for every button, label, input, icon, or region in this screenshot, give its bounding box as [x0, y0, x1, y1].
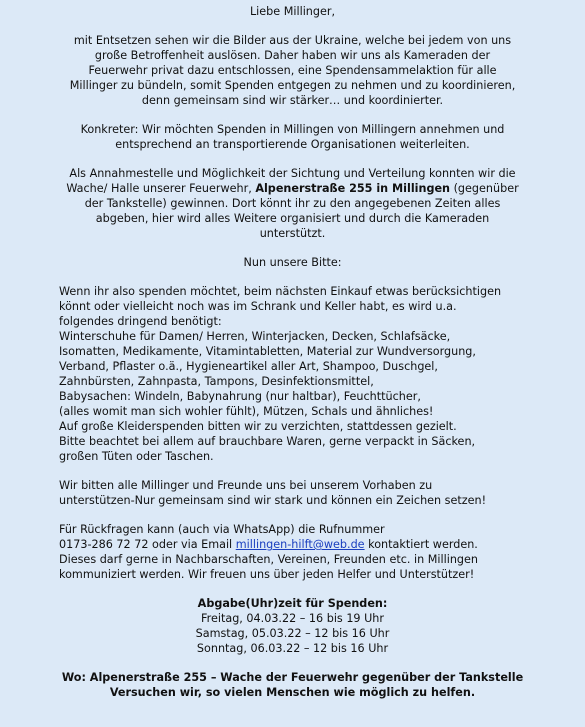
- annahme-text: (gegenüber: [450, 182, 519, 195]
- bitte-line: Zahnbürsten, Zahnpasta, Tampons, Desinfektionsmittel,: [59, 375, 374, 388]
- bitte-line: Bitte beachtet bei allem auf brauchbare Waren, gerne verpackt in Säcken,: [59, 435, 476, 448]
- contact-line: kommuniziert werden. Wir freuen uns über jeden Helfer und Unterstützer!: [59, 568, 475, 581]
- intro-line: große Betroffenheit auslösen. Daher haben wir uns als Kameraden der: [94, 49, 491, 62]
- bitte-line: könnt oder vielleicht noch was im Schrank und Keller habt, es wird u.a.: [59, 300, 457, 313]
- contact-line: [59, 537, 571, 552]
- contact-paragraph: [0, 522, 585, 582]
- intro-line: Millinger zu bündeln, somit Spenden entgegen zu nehmen und zu koordinieren,: [69, 79, 516, 92]
- bitte-line: Babysachen: Windeln, Babynahrung (nur haltbar), Feuchttücher,: [59, 390, 421, 403]
- intro-line: mit Entsetzen sehen wir die Bilder aus der Ukraine, welche bei jedem von uns: [73, 34, 512, 47]
- annahme-paragraph: [0, 166, 585, 241]
- annahme-line: Als Annahmestelle und Möglichkeit der Sichtung und Verteilung konnten wir die: [69, 167, 516, 180]
- konkret-line: entsprechend an transportierende Organisationen weiterleiten.: [115, 138, 470, 151]
- bitte-paragraph: [0, 284, 585, 464]
- konkret-paragraph: [0, 122, 585, 152]
- schedule-heading: Abgabe(Uhr)zeit für Spenden:: [197, 597, 388, 610]
- contact-text: 0173-286 72 72 oder via Email: [59, 538, 236, 551]
- annahme-line: abgeben, hier wird alles Weitere organisiert und durch die Kameraden: [95, 212, 490, 225]
- bitte-line: großen Tüten oder Taschen.: [59, 450, 214, 463]
- contact-line: Für Rückfragen kann (auch via WhatsApp) die Rufnummer: [59, 523, 385, 536]
- footer-line: Versuchen wir, so vielen Menschen wie möglich zu helfen.: [109, 686, 476, 699]
- bitte-line: Verband, Pflaster o.ä., Hygieneartikel aller Art, Shampoo, Duschgel,: [59, 360, 438, 373]
- intro-line: Feuerwehr privat dazu entschlossen, eine Spendensammelaktion für alle: [88, 64, 497, 77]
- schedule-day: Sonntag, 06.03.22 – 12 bis 16 Uhr: [196, 642, 389, 655]
- document: [0, 4, 585, 700]
- bitte-line: Winterschuhe für Damen/ Herren, Winterjacken, Decken, Schlafsäcke,: [59, 330, 451, 343]
- annahme-line: unterstützt.: [259, 227, 326, 240]
- email-link[interactable]: millingen-hilft@web.de: [235, 538, 365, 551]
- intro-paragraph: [0, 33, 585, 108]
- konkret-line: Konkreter: Wir möchten Spenden in Millingen von Millingern annehmen und: [80, 123, 505, 136]
- bitte-line: folgendes dringend benötigt:: [59, 315, 222, 328]
- schedule-day: Freitag, 04.03.22 – 16 bis 19 Uhr: [200, 612, 384, 625]
- bitte-line: Auf große Kleiderspenden bitten wir zu verzichten, stattdessen gezielt.: [59, 420, 457, 433]
- bitte-line: Isomatten, Medikamente, Vitamintabletten, Material zur Wundversorgung,: [59, 345, 476, 358]
- appeal-line: Wir bitten alle Millinger und Freunde uns bei unserem Vorhaben zu: [59, 479, 433, 492]
- annahme-line: [0, 181, 585, 196]
- footer: [0, 670, 585, 700]
- bitte-heading: Nun unsere Bitte:: [243, 256, 342, 269]
- bitte-line: Wenn ihr also spenden möchtet, beim nächsten Einkauf etwas berücksichtigen: [59, 285, 502, 298]
- schedule: [0, 596, 585, 656]
- annahme-line: der Tankstelle) gewinnen. Dort könnt ihr zu den angegebenen Zeiten alles: [84, 197, 501, 210]
- bitte-line: (alles womit man sich wohler fühlt), Mützen, Schals und ähnliches!: [59, 405, 434, 418]
- schedule-day: Samstag, 05.03.22 – 12 bis 16 Uhr: [195, 627, 390, 640]
- footer-line: Wo: Alpenerstraße 255 – Wache der Feuerwehr gegenüber der Tankstelle: [61, 671, 524, 684]
- address-bold: Alpenerstraße 255 in Millingen: [255, 182, 451, 195]
- appeal-line: unterstützen-Nur gemeinsam sind wir stark und können ein Zeichen setzen!: [59, 494, 487, 507]
- appeal-paragraph: [0, 478, 585, 508]
- greeting: Liebe Millinger,: [249, 5, 336, 18]
- contact-text: kontaktiert werden.: [364, 538, 478, 551]
- contact-line: Dieses darf gerne in Nachbarschaften, Vereinen, Freunden etc. in Millingen: [59, 553, 478, 566]
- annahme-text: Wache/ Halle unserer Feuerwehr,: [66, 182, 256, 195]
- intro-line: denn gemeinsam sind wir stärker… und koordinierter.: [141, 94, 444, 107]
